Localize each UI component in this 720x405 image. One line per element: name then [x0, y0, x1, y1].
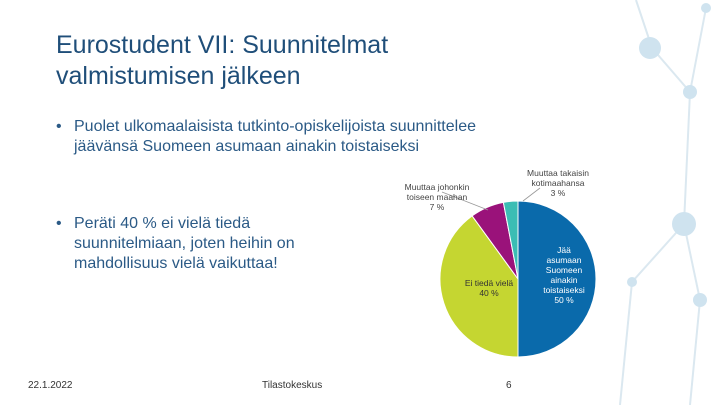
footer-date: 22.1.2022: [28, 380, 73, 391]
slice-label-other-country: [398, 182, 476, 212]
decoration-node: [672, 212, 696, 236]
bullet-line: suunnitelmiaan, joten heihin on: [74, 235, 295, 252]
decoration-node: [701, 3, 711, 13]
page-number: 6: [506, 380, 512, 391]
slice-label-line: Ei tiedä vielä: [464, 278, 514, 288]
decoration-node: [683, 85, 697, 99]
bullet-marker: •: [56, 215, 62, 232]
slice-label-line: toiseen maahan: [406, 192, 468, 202]
bullet-text: [56, 117, 596, 157]
slice-label-line: Jää: [557, 245, 571, 255]
bullet-marker: •: [56, 118, 62, 135]
slice-label-stay: [528, 245, 600, 305]
title-line: Eurostudent VII: Suunnitelmat: [56, 31, 389, 59]
slice-label-line: kotimaahansa: [531, 178, 585, 188]
decoration-node: [693, 293, 707, 307]
slice-label-line: 50 %: [554, 295, 574, 305]
slice-label-line: ainakin: [550, 275, 578, 285]
slice-label-line: Muuttaa takaisin: [527, 168, 589, 178]
title-line: valmistumisen jälkeen: [56, 62, 301, 90]
slice-label-line: Muuttaa johonkin: [404, 182, 470, 192]
bullet-text: [56, 214, 356, 274]
bullet-point: [56, 214, 356, 274]
bullet-point: [56, 117, 596, 157]
footer-source: Tilastokeskus: [262, 380, 323, 391]
bullet-line: jäävänsä Suomeen asumaan ainakin toistaiseksi: [74, 138, 420, 155]
bullet-line: Puolet ulkomaalaisista tutkinto-opiskelijoista suunnittelee: [74, 118, 476, 135]
slice-label-line: 40 %: [479, 288, 499, 298]
bullet-line: mahdollisuus vielä vaikuttaa!: [74, 255, 278, 272]
slice-label-line: toistaiseksi: [543, 285, 585, 295]
slice-label-home-country: [518, 168, 598, 198]
slice-label-line: 7 %: [429, 202, 445, 212]
pie-chart: [390, 160, 630, 365]
slice-label-line: asumaan: [546, 255, 582, 265]
slice-label-unknown: [453, 278, 525, 298]
page-title: [56, 30, 576, 92]
bullet-line: Peräti 40 % ei vielä tiedä: [74, 215, 251, 232]
slice-label-line: 3 %: [550, 188, 566, 198]
slice-label-line: Suomeen: [545, 265, 583, 275]
decoration-node: [639, 37, 661, 59]
